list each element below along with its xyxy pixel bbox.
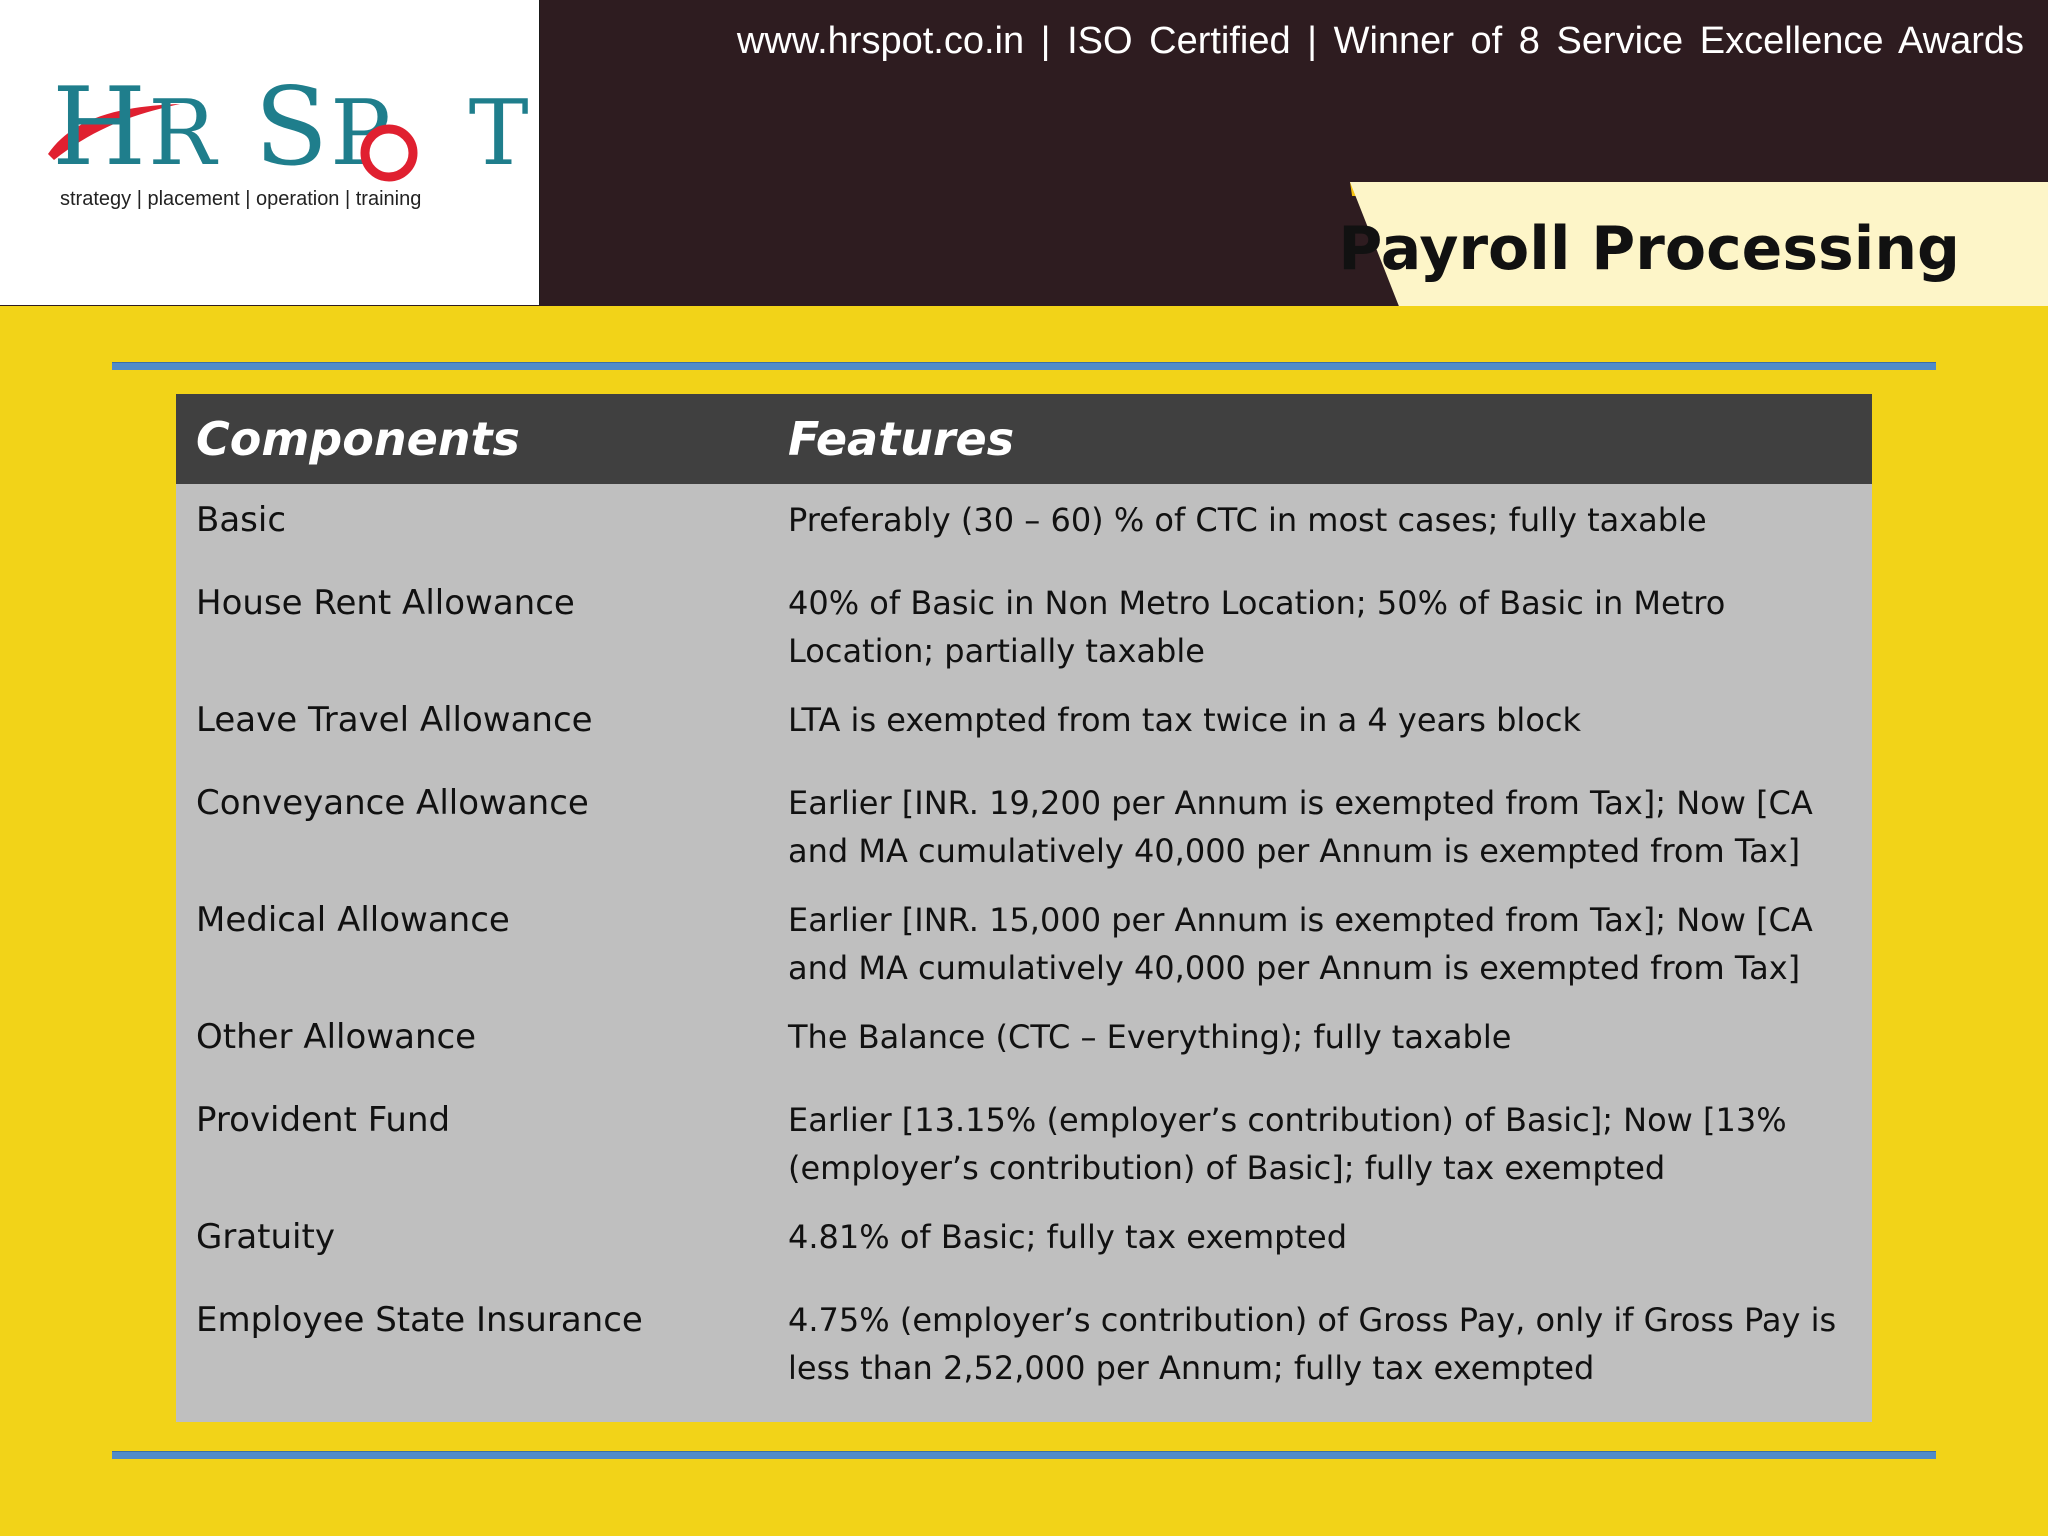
- logo: [0, 0, 540, 305]
- header-bar: [0, 0, 2048, 306]
- feature-cell: Preferably (30 – 60) % of CTC in most cases; fully taxable: [788, 501, 1707, 539]
- logo-tagline: strategy | placement | operation | training: [60, 188, 422, 210]
- component-cell: Other Allowance: [196, 1017, 477, 1057]
- component-cell: Medical Allowance: [196, 900, 510, 940]
- table-row: [176, 1201, 1872, 1284]
- feature-cell: 4.75% (employer’s contribution) of Gross Pay, only if Gross Pay is less than 2,52,000 per Annum; fully tax exempted: [788, 1301, 1837, 1387]
- component-cell: Basic: [196, 500, 287, 540]
- component-cell: Leave Travel Allowance: [196, 700, 593, 740]
- divider-bottom: [112, 1451, 1936, 1459]
- table-row: [176, 767, 1872, 884]
- table-row: [176, 1001, 1872, 1084]
- column-header-components: Components: [196, 412, 520, 466]
- logo-ring-icon: [356, 118, 422, 184]
- feature-cell: Earlier [13.15% (employer’s contribution) of Basic]; Now [13% (employer’s contribution) of Basic]; fully tax exempted: [788, 1101, 1787, 1187]
- table-row: [176, 884, 1872, 1001]
- table-row: [176, 684, 1872, 767]
- table-header: [176, 394, 1872, 484]
- component-cell: Conveyance Allowance: [196, 783, 589, 823]
- feature-cell: Earlier [INR. 19,200 per Annum is exempted from Tax]; Now [CA and MA cumulatively 40,000 per Annum is exempted from Tax]: [788, 784, 1813, 870]
- component-cell: Provident Fund: [196, 1100, 451, 1140]
- feature-cell: 4.81% of Basic; fully tax exempted: [788, 1218, 1348, 1256]
- component-cell: Gratuity: [196, 1217, 335, 1257]
- column-header-features: Features: [788, 412, 1015, 466]
- table-row: [176, 1084, 1872, 1201]
- table-body: [176, 484, 1872, 1401]
- table-row: [176, 484, 1872, 567]
- table-row: [176, 567, 1872, 684]
- table-row: [176, 1284, 1872, 1401]
- divider-top: [112, 362, 1936, 370]
- feature-cell: Earlier [INR. 15,000 per Annum is exempted from Tax]; Now [CA and MA cumulatively 40,000 per Annum is exempted from Tax]: [788, 901, 1813, 987]
- logo-wordmark: HR SP T: [52, 65, 531, 190]
- payroll-table: [176, 394, 1872, 1422]
- feature-cell: The Balance (CTC – Everything); fully taxable: [788, 1018, 1512, 1056]
- component-cell: House Rent Allowance: [196, 583, 575, 623]
- feature-cell: 40% of Basic in Non Metro Location; 50% of Basic in Metro Location; partially taxable: [788, 584, 1726, 670]
- feature-cell: LTA is exempted from tax twice in a 4 years block: [788, 701, 1582, 739]
- page-title: Payroll Processing: [1338, 214, 1960, 284]
- header-topline: www.hrspot.co.in | ISO Certified | Winner of 8 Service Excellence Awards: [736, 20, 2024, 62]
- component-cell: Employee State Insurance: [196, 1300, 643, 1340]
